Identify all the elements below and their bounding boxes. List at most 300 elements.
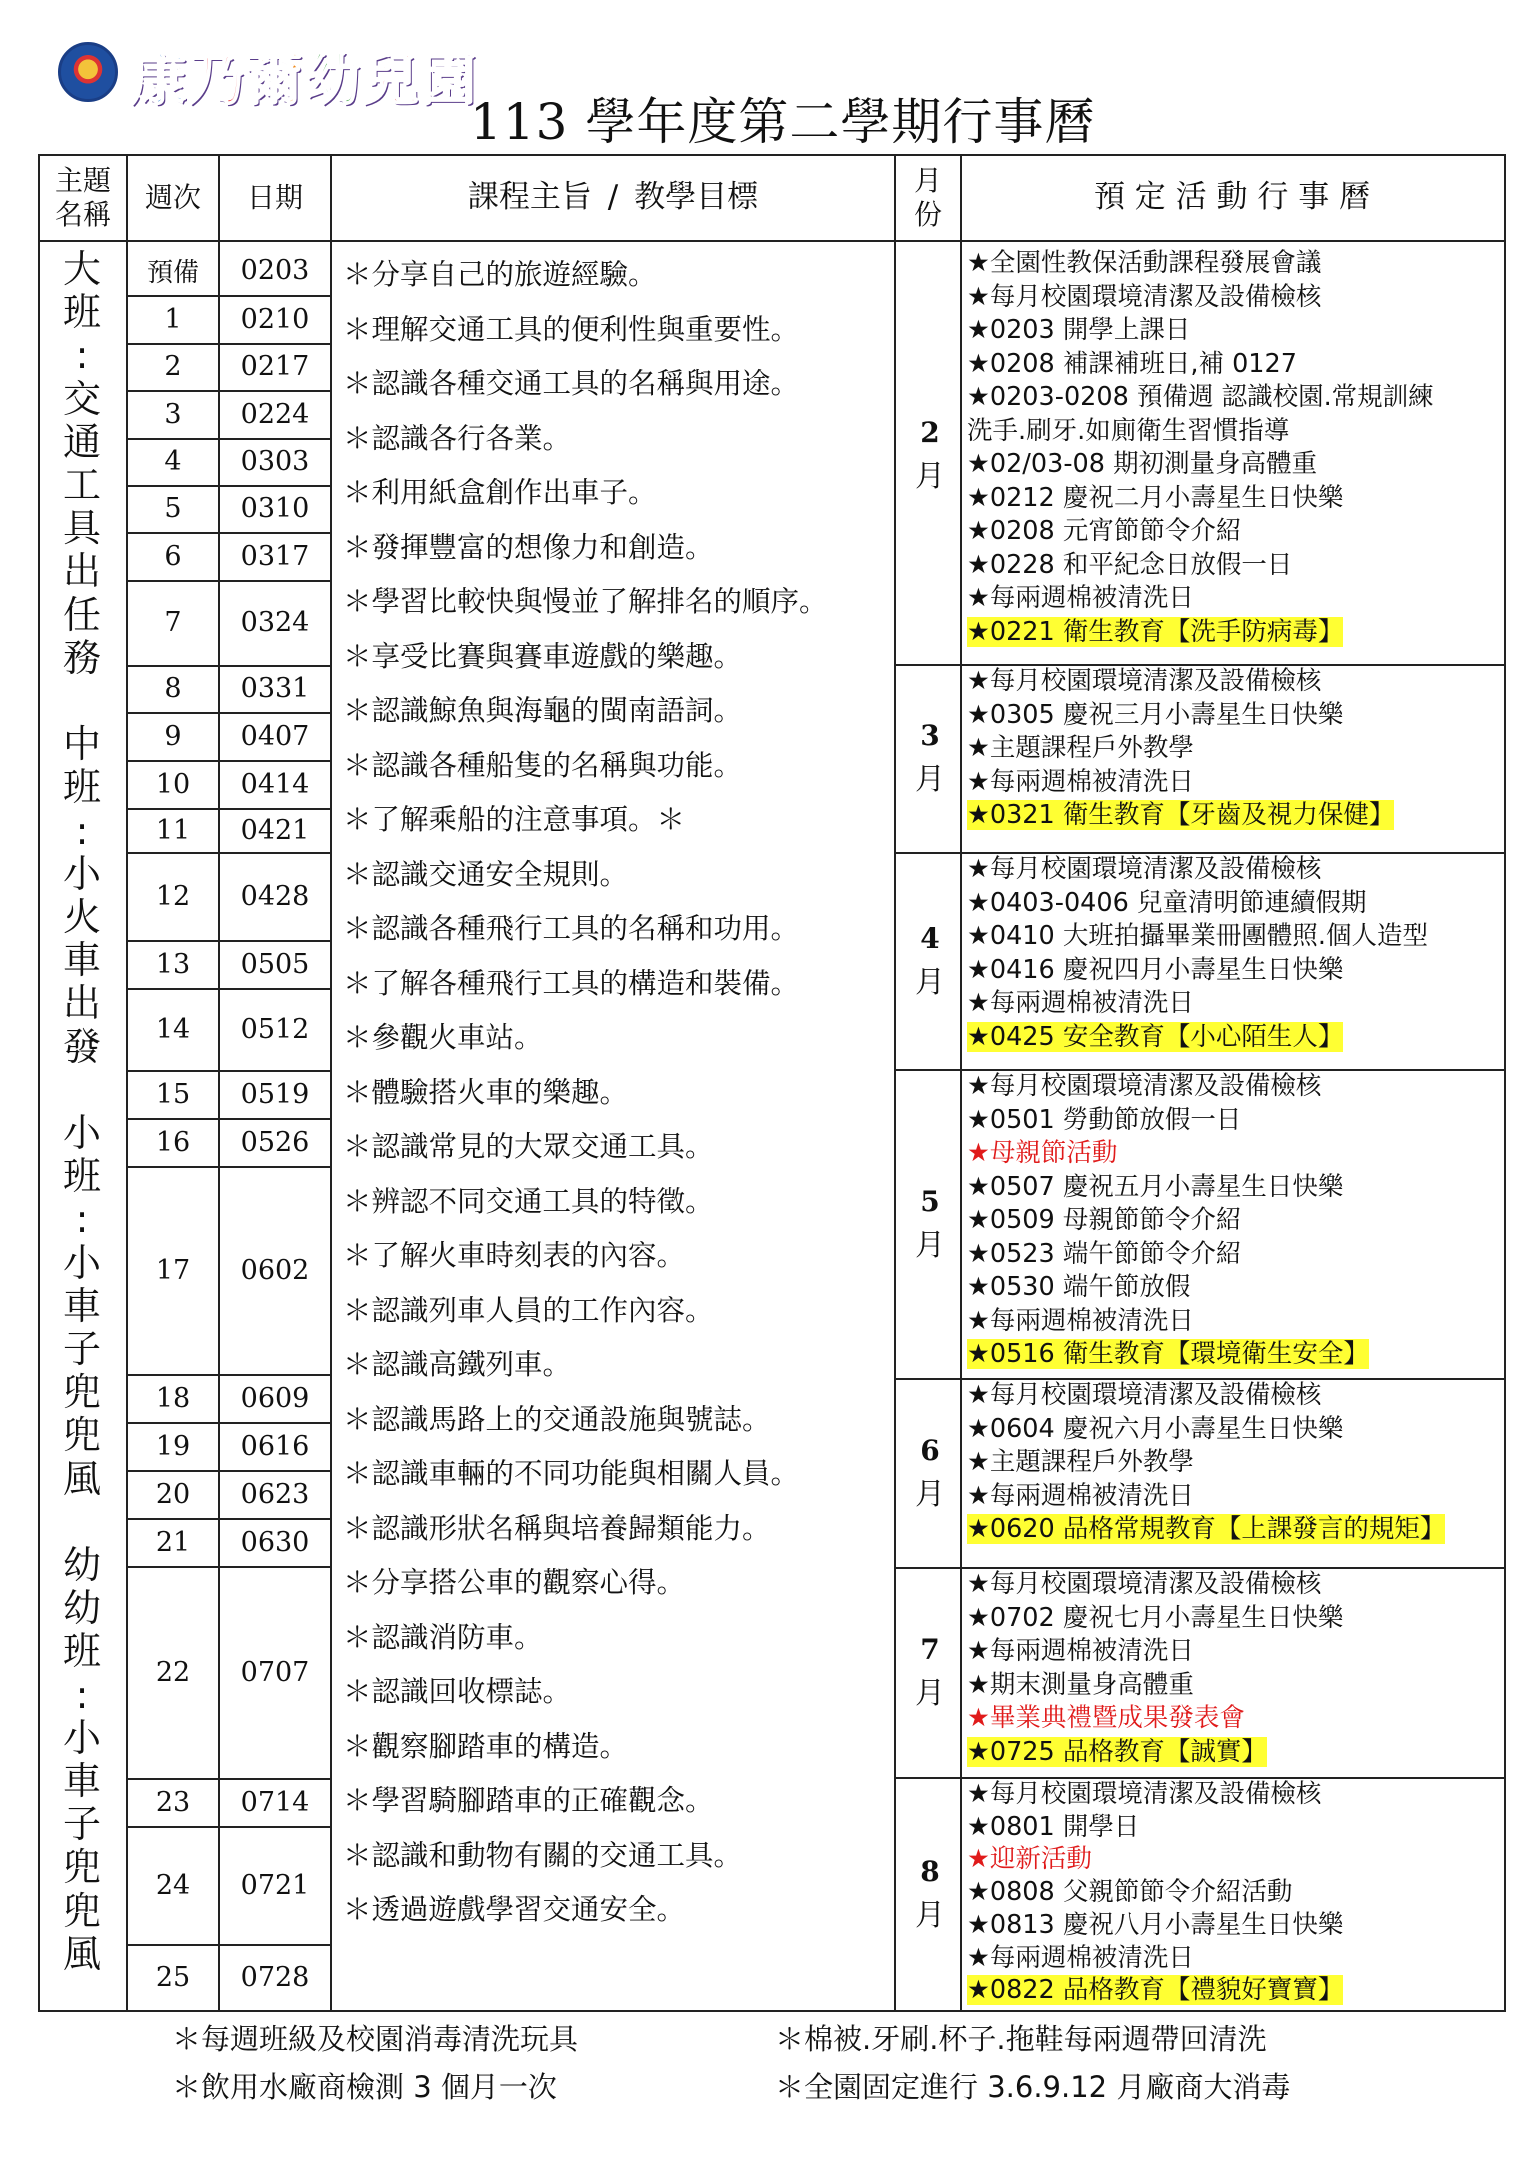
header-goals: 課程主旨 / 教學目標: [467, 179, 759, 216]
week-cell: 8: [164, 673, 182, 704]
goal-item: ＊發揮豐富的想像力和創造。: [343, 530, 714, 564]
grid-line: [126, 1518, 332, 1520]
week-cell: 13: [155, 948, 191, 980]
event-item: [967, 247, 1502, 281]
event-item: [967, 1669, 1502, 1703]
grid-line: [38, 154, 40, 2012]
event-item: [967, 1379, 1502, 1413]
school-name-char: 園: [420, 48, 476, 113]
goal-item: ＊了解乘船的注意事項。＊: [343, 803, 686, 836]
week-cell: 12: [155, 880, 191, 912]
week-cell: 1: [164, 303, 182, 335]
goal-item: ＊認識各種船隻的名稱與功能。: [343, 748, 743, 782]
theme-char: 交: [62, 376, 101, 421]
month-event-list: [967, 1379, 1502, 1547]
school-name-char: 康: [130, 48, 186, 113]
event-text: ★0516 衛生教育【環境衛生安全】: [967, 1339, 1369, 1369]
event-text: ★0808 父親節節令介紹活動: [967, 1877, 1293, 1908]
theme-char: 車: [62, 938, 101, 983]
event-item: [967, 1104, 1502, 1138]
week-cell: 24: [155, 1869, 191, 1901]
month-unit: 月: [915, 964, 945, 1000]
week-cell: 6: [164, 540, 182, 572]
month-unit: 月: [915, 1897, 945, 1933]
event-item: [967, 1876, 1502, 1909]
goal-item: ＊了解火車時刻表的內容。: [343, 1239, 686, 1272]
goal-item: ＊認識列車人員的工作內容。: [343, 1293, 714, 1327]
theme-char: 幼: [62, 1586, 101, 1631]
goal-item: ＊享受比賽與賽車遊戲的樂趣。: [343, 639, 743, 673]
theme-char: 火: [62, 895, 101, 940]
grid-line: [126, 1826, 332, 1828]
goals-list: [343, 248, 893, 1938]
date-cell: 0526: [240, 1126, 310, 1158]
event-text: ★0620 品格常規教育【上課發言的規矩】: [967, 1514, 1446, 1544]
theme-char: 發: [62, 1024, 101, 1069]
event-text: ★0604 慶祝六月小壽星生日快樂: [967, 1413, 1344, 1444]
week-cell: 10: [155, 768, 191, 800]
theme-char: :: [75, 333, 89, 378]
event-text: ★0523 端午節節令介紹: [967, 1238, 1242, 1269]
date-cell: 0407: [240, 720, 310, 752]
grid-line: [38, 154, 1506, 156]
grid-line: [126, 580, 332, 582]
header-events: 預 定 活 動 行 事 曆: [1093, 179, 1371, 216]
week-cell: 11: [155, 814, 191, 846]
theme-char: 出: [62, 981, 101, 1026]
theme-char: 工: [62, 463, 101, 508]
date-cell: 0317: [240, 540, 310, 572]
grid-line: [126, 1422, 332, 1424]
theme-char: 通: [62, 419, 101, 464]
event-item: [967, 314, 1502, 348]
event-text: ★每兩週棉被清洗日: [967, 1636, 1194, 1666]
event-text: ★每兩週棉被清洗日: [967, 1305, 1194, 1336]
week-cell: 19: [155, 1430, 191, 1462]
week-cell: 25: [155, 1961, 191, 1993]
footer-note-1: ＊每週班級及校園消毒清洗玩具: [172, 2022, 579, 2056]
event-item: [967, 665, 1502, 699]
event-text: ★0212 慶祝二月小壽星生日快樂: [967, 482, 1344, 513]
goal-item: ＊認識車輛的不同功能與相關人員。: [343, 1457, 800, 1490]
event-text: ★0501 勞動節放假一日: [967, 1104, 1242, 1135]
event-text: ★0702 慶祝七月小壽星生日快樂: [967, 1602, 1344, 1633]
event-item: [967, 1942, 1502, 1975]
date-cell: 0714: [240, 1786, 310, 1818]
grid-line: [38, 240, 1506, 242]
grid-line: [894, 852, 1506, 854]
event-item: [967, 1974, 1502, 2007]
goal-item: ＊利用紙盒創作出車子。: [343, 476, 657, 509]
event-item: [967, 887, 1502, 921]
month-event-list: [967, 1070, 1502, 1372]
grid-line: [126, 988, 332, 990]
theme-char: 兜: [62, 1413, 101, 1458]
grid-line: [126, 1566, 332, 1568]
theme-char: 子: [62, 1802, 101, 1847]
event-item: [967, 1137, 1502, 1171]
page-title: 113 學年度第二學期行事曆: [470, 93, 1096, 151]
date-cell: 0519: [240, 1078, 310, 1110]
event-text: ★每月校園環境清潔及設備檢核: [967, 1779, 1322, 1809]
event-text: ★0507 慶祝五月小壽星生日快樂: [967, 1171, 1344, 1202]
date-cell: 0707: [240, 1656, 310, 1688]
event-text: ★期末測量身高體重: [967, 1669, 1194, 1700]
goal-item: ＊認識回收標誌。: [343, 1675, 572, 1708]
event-text: ★每月校園環境清潔及設備檢核: [967, 281, 1322, 312]
grid-line: [894, 154, 896, 2012]
goal-item: ＊認識各種飛行工具的名稱和功用。: [343, 912, 800, 945]
grid-line: [126, 438, 332, 440]
school-name-char: 兒: [362, 48, 418, 113]
event-item: [967, 1338, 1502, 1372]
date-cell: 0609: [240, 1382, 310, 1414]
school-name-char: 幼: [304, 48, 360, 113]
theme-char: 小: [62, 1240, 101, 1285]
grid-line: [126, 532, 332, 534]
date-cell: 0303: [240, 446, 310, 477]
month-event-list: [967, 1778, 1502, 2007]
event-item: [967, 1811, 1502, 1844]
date-cell: 0630: [240, 1526, 310, 1558]
month-event-list: [967, 1568, 1502, 1769]
grid-line: [126, 760, 332, 762]
event-item: [967, 1602, 1502, 1636]
theme-char: 小: [62, 1715, 101, 1760]
event-text: ★畢業典禮暨成果發表會: [967, 1703, 1245, 1733]
goal-item: ＊認識形狀名稱與培養歸類能力。: [343, 1511, 771, 1545]
event-text: ★0203-0208 預備週 認識校園.常規訓練: [967, 382, 1434, 412]
event-item: [967, 1021, 1502, 1055]
event-item: [967, 1513, 1502, 1547]
grid-line: [330, 154, 332, 2012]
date-cell: 0324: [240, 607, 310, 638]
goal-item: ＊學習比較快與慢並了解排名的順序。: [343, 585, 828, 618]
event-item: [967, 582, 1502, 616]
theme-char: 具: [62, 506, 101, 551]
date-cell: 0728: [240, 1961, 310, 1993]
theme-char: 務: [62, 635, 101, 680]
event-item: [967, 920, 1502, 954]
theme-char: 幼: [62, 1543, 101, 1588]
header-theme: 主題 名稱: [54, 164, 111, 231]
goal-item: ＊分享自己的旅遊經驗。: [343, 258, 657, 291]
grid-line: [126, 1944, 332, 1946]
footer-note-3: ＊飲用水廠商檢測 3 個月一次: [172, 2070, 557, 2104]
event-text: ★母親節活動: [967, 1138, 1118, 1168]
event-item: [967, 1204, 1502, 1238]
goal-item: ＊辨認不同交通工具的特徵。: [343, 1184, 714, 1218]
grid-line: [218, 154, 220, 2012]
grid-line: [894, 1777, 1506, 1779]
event-text: ★主題課程戶外教學: [967, 733, 1194, 763]
week-cell: 3: [164, 398, 182, 430]
event-text: ★每月校園環境清潔及設備檢核: [967, 1569, 1322, 1599]
grid-line: [126, 390, 332, 392]
goal-item: ＊學習騎腳踏車的正確觀念。: [343, 1784, 714, 1817]
grid-line: [126, 1778, 332, 1780]
grid-line: [126, 1166, 332, 1168]
event-item: [967, 1843, 1502, 1876]
date-cell: 0623: [240, 1478, 310, 1510]
goal-item: ＊體驗搭火車的樂趣。: [343, 1075, 629, 1109]
theme-char: 出: [62, 549, 101, 594]
date-cell: 0602: [240, 1254, 310, 1286]
theme-char: :: [75, 1197, 89, 1242]
week-cell: 23: [155, 1786, 191, 1818]
theme-char: 兜: [62, 1370, 101, 1415]
month-number: 8: [920, 1854, 940, 1888]
date-cell: 0414: [240, 768, 310, 800]
goal-item: ＊認識鯨魚與海龜的閩南語詞。: [343, 694, 743, 727]
week-cell: 16: [155, 1126, 191, 1158]
month-number: 4: [920, 921, 940, 955]
month-number: 6: [920, 1433, 940, 1467]
theme-char: :: [75, 808, 89, 853]
goal-item: ＊透過遊戲學習交通安全。: [343, 1893, 686, 1926]
goal-item: ＊認識常見的大眾交通工具。: [343, 1130, 714, 1163]
month-cell: [900, 1069, 960, 1378]
grid-line: [126, 940, 332, 942]
event-item: [967, 1238, 1502, 1272]
date-cell: 0210: [240, 303, 310, 335]
header-week: 週次: [144, 181, 201, 215]
date-cell: 0512: [240, 1013, 310, 1045]
month-number: 7: [920, 1633, 940, 1666]
goal-item: ＊認識各種交通工具的名稱與用途。: [343, 367, 800, 400]
week-cell: 4: [164, 446, 182, 477]
theme-char: 任: [62, 592, 101, 637]
event-text: ★0208 補課補班日,補 0127: [967, 348, 1297, 379]
event-item: [967, 1736, 1502, 1770]
theme-char: 大: [62, 247, 101, 291]
date-cell: 0217: [240, 351, 310, 382]
event-text: ★0410 大班拍攝畢業冊團體照.個人造型: [967, 921, 1428, 951]
event-text: ★0208 元宵節節令介紹: [967, 516, 1242, 546]
grid-line: [126, 712, 332, 714]
event-text: ★每兩週棉被清洗日: [967, 1942, 1194, 1973]
grid-line: [1504, 154, 1506, 2012]
month-unit: 月: [915, 1676, 945, 1711]
event-item: [967, 281, 1502, 315]
grid-line: [894, 1069, 1506, 1071]
week-cell: 21: [155, 1526, 191, 1558]
goal-item: ＊認識馬路上的交通設施與號誌。: [343, 1402, 771, 1436]
month-unit: 月: [915, 1227, 945, 1263]
week-cell: 17: [155, 1254, 191, 1286]
grid-line: [126, 154, 128, 2012]
event-text: ★0509 母親節節令介紹: [967, 1205, 1242, 1235]
event-text: ★全園性教保活動課程發展會議: [967, 248, 1322, 278]
month-unit: 月: [915, 1476, 945, 1512]
event-item: [967, 348, 1502, 382]
school-emblem-icon: [58, 42, 118, 102]
date-cell: 0224: [240, 398, 310, 430]
event-text: ★0822 品格教育【禮貌好寶寶】: [967, 1975, 1344, 2006]
header-month: 月 份: [913, 164, 942, 231]
event-text: ★0203 開學上課日: [967, 315, 1191, 345]
theme-char: 小: [62, 1111, 101, 1156]
event-text: ★0813 慶祝八月小壽星生日快樂: [967, 1909, 1344, 1940]
event-item: [967, 1413, 1502, 1447]
event-text: ★0801 開學日: [967, 1811, 1140, 1842]
event-text: ★0221 衛生教育【洗手防病毒】: [967, 616, 1344, 647]
event-item: [967, 1568, 1502, 1602]
event-item: [967, 1778, 1502, 1811]
event-item: [967, 415, 1502, 449]
event-item: [967, 954, 1502, 988]
theme-char: 兜: [62, 1845, 101, 1890]
event-item: [967, 515, 1502, 549]
week-cell: 7: [164, 607, 182, 638]
week-cell: 22: [155, 1656, 191, 1688]
grid-line: [126, 1374, 332, 1376]
grid-line: [126, 808, 332, 810]
date-cell: 0203: [240, 255, 310, 286]
date-cell: 0428: [240, 880, 310, 912]
week-cell: 5: [164, 493, 182, 524]
goal-item: ＊理解交通工具的便利性與重要性。: [343, 312, 800, 346]
date-cell: 0310: [240, 493, 310, 524]
week-cell: 預備: [146, 258, 199, 288]
date-cell: 0616: [240, 1430, 310, 1462]
goal-item: ＊觀察腳踏車的構造。: [343, 1729, 629, 1763]
grid-line: [960, 154, 962, 2012]
grid-line: [126, 852, 332, 854]
header-date: 日期: [246, 181, 303, 215]
event-text: ★0321 衛生教育【牙齒及視力保健】: [967, 800, 1395, 830]
event-item: [967, 853, 1502, 887]
event-item: [967, 766, 1502, 800]
week-cell: 9: [164, 720, 182, 752]
event-text: ★每月校園環境清潔及設備檢核: [967, 1071, 1322, 1101]
goal-item: ＊認識和動物有關的交通工具。: [343, 1838, 743, 1872]
event-item: [967, 1271, 1502, 1305]
event-text: ★每月校園環境清潔及設備檢核: [967, 854, 1322, 884]
goal-item: ＊認識各行各業。: [343, 421, 572, 455]
event-text: ★0305 慶祝三月小壽星生日快樂: [967, 699, 1344, 730]
theme-char: 車: [62, 1283, 101, 1328]
month-unit: 月: [915, 762, 945, 797]
event-item: [967, 732, 1502, 766]
grid-line: [126, 1118, 332, 1120]
event-item: [967, 616, 1502, 650]
event-text: ★0416 慶祝四月小壽星生日快樂: [967, 954, 1344, 985]
event-text: ★0403-0406 兒童清明節連續假期: [967, 887, 1367, 918]
month-event-list: [967, 665, 1502, 833]
week-cell: 18: [155, 1382, 191, 1414]
week-cell: 20: [155, 1478, 191, 1510]
event-text: ★0725 品格教育【誠實】: [967, 1736, 1267, 1767]
theme-char: 兜: [62, 1888, 101, 1933]
month-cell: [900, 1777, 960, 2010]
grid-line: [126, 665, 332, 667]
theme-char: 風: [62, 1931, 101, 1976]
grid-line: [38, 2010, 1506, 2012]
event-text: ★0228 和平紀念日放假一日: [967, 549, 1293, 580]
grid-line: [126, 343, 332, 345]
month-cell: [900, 1567, 960, 1777]
event-item: [967, 1171, 1502, 1205]
event-text: ★每兩週棉被清洗日: [967, 988, 1194, 1018]
theme-char: :: [75, 1672, 89, 1717]
event-text: ★02/03-08 期初測量身高體重: [967, 449, 1318, 479]
event-text: ★主題課程戶外教學: [967, 1447, 1194, 1477]
event-text: ★迎新活動: [967, 1844, 1092, 1875]
theme-char: 班: [62, 1629, 101, 1674]
footer-note-4: ＊全園固定進行 3.6.9.12 月廠商大消毒: [775, 2070, 1291, 2104]
grid-line: [126, 1470, 332, 1472]
event-text: ★0425 安全教育【小心陌生人】: [967, 1021, 1344, 1052]
theme-char: 風: [62, 1456, 101, 1501]
theme-char: 中: [62, 722, 101, 767]
event-item: [967, 1909, 1502, 1942]
school-name-char: 乃: [188, 48, 244, 113]
goal-item: ＊參觀火車站。: [343, 1021, 543, 1054]
month-cell: [900, 664, 960, 852]
event-text: ★每兩週棉被清洗日: [967, 583, 1194, 613]
grid-line: [894, 1378, 1506, 1380]
event-item: [967, 1305, 1502, 1339]
month-unit: 月: [915, 459, 945, 494]
week-cell: 2: [164, 351, 182, 382]
goal-item: ＊認識消防車。: [343, 1620, 543, 1654]
event-item: [967, 799, 1502, 833]
goal-item: ＊分享搭公車的觀察心得。: [343, 1566, 686, 1599]
month-cell: [900, 246, 960, 664]
month-number: 3: [920, 719, 940, 752]
event-item: [967, 987, 1502, 1021]
event-item: [967, 699, 1502, 733]
goal-item: ＊認識高鐵列車。: [343, 1348, 572, 1381]
event-item: [967, 1480, 1502, 1514]
school-name-logo: [130, 36, 476, 116]
week-cell: 14: [155, 1013, 191, 1045]
event-item: [967, 1702, 1502, 1736]
month-cell: [900, 852, 960, 1069]
month-event-list: [967, 247, 1502, 649]
event-item: [967, 1070, 1502, 1104]
week-cell: 15: [155, 1078, 191, 1110]
month-number: 5: [920, 1184, 940, 1218]
event-text: ★0530 端午節放假: [967, 1272, 1191, 1302]
event-text: ★每月校園環境清潔及設備檢核: [967, 666, 1322, 696]
event-item: [967, 482, 1502, 516]
grid-line: [126, 295, 332, 297]
event-text: ★每兩週棉被清洗日: [967, 1480, 1194, 1511]
month-cell: [900, 1378, 960, 1567]
month-event-list: [967, 853, 1502, 1054]
date-cell: 0721: [240, 1869, 310, 1901]
event-item: [967, 448, 1502, 482]
theme-char: 班: [62, 1154, 101, 1199]
grid-line: [894, 1567, 1506, 1569]
goal-item: ＊認識交通安全規則。: [343, 857, 629, 891]
date-cell: 0421: [240, 814, 310, 846]
event-text: ★每月校園環境清潔及設備檢核: [967, 1380, 1322, 1410]
theme-char: 車: [62, 1759, 101, 1804]
theme-char: 班: [62, 765, 101, 810]
event-item: [967, 381, 1502, 415]
school-name-char: 爾: [246, 48, 302, 113]
theme-column: [40, 248, 124, 1976]
event-text: ★每兩週棉被清洗日: [967, 766, 1194, 797]
date-cell: 0505: [240, 948, 310, 980]
theme-char: 子: [62, 1327, 101, 1372]
footer-note-2: ＊棉被.牙刷.杯子.拖鞋每兩週帶回清洗: [775, 2022, 1267, 2056]
page-header: [0, 0, 1527, 160]
event-item: [967, 1446, 1502, 1480]
